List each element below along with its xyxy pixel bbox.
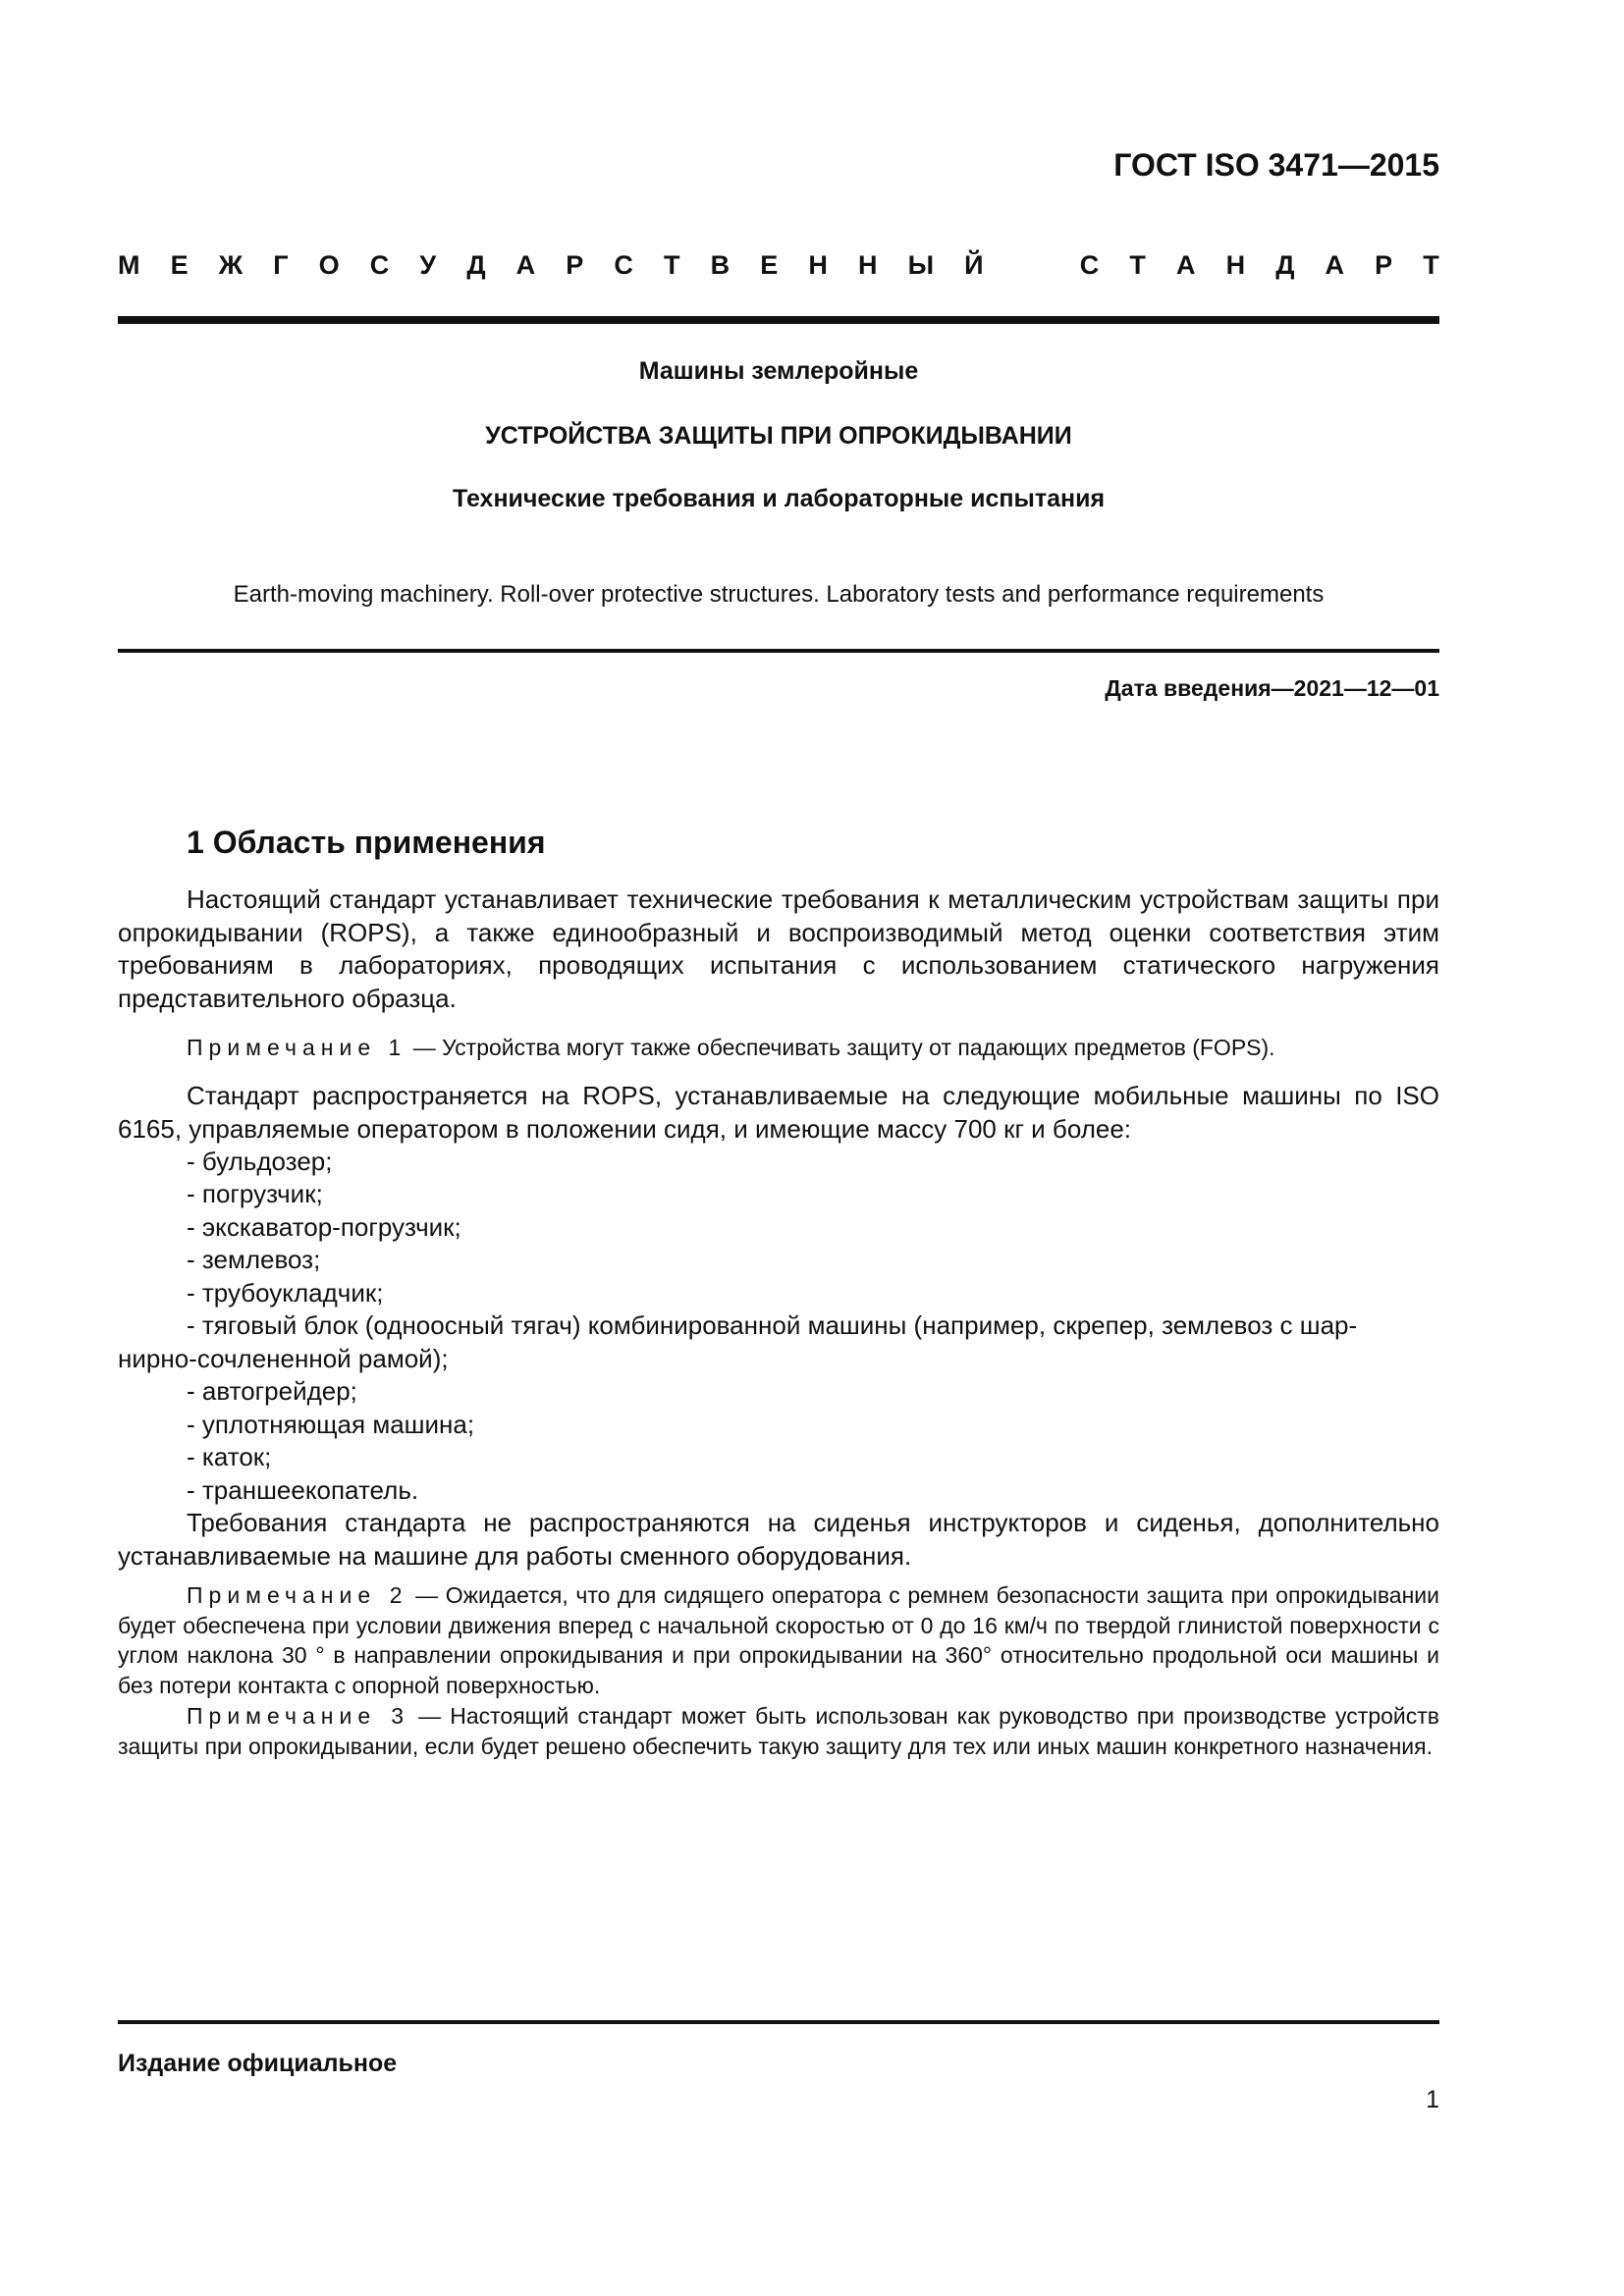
note-3-text: — Настоящий стандарт может быть использован как руководство при производстве устройств защиты при опрокидывании, если будет решено обеспечить такую защиту для тех или иных машин конкретного назначения.: [118, 1703, 1439, 1759]
header-band-letter: Н: [857, 250, 878, 280]
header-band-letter: А: [1175, 250, 1196, 280]
page-number: 1: [1426, 2086, 1439, 2113]
edition-label: Издание официальное: [118, 2050, 398, 2077]
note-2-text: — Ожидается, что для сидящего оператора с ремнем безопасности защита при опрокидывании будет обеспечена при условии движения вперед с начальной скоростью от 0 до 16 км/ч по твердой глинистой поверхности с углом наклона 30 ° в направлении опрокидывания и при опрокидывании на 360° относительно продольной оси машины и без потери контакта с опорной поверхностью.: [118, 1582, 1439, 1698]
list-item: - бульдозер;: [187, 1147, 333, 1176]
title-line-2: УСТРОЙСТВА ЗАЩИТЫ ПРИ ОПРОКИДЫВАНИИ: [485, 422, 1072, 450]
standard-type-band: [118, 250, 1439, 281]
header-band-letter: У: [419, 250, 437, 280]
list-item: - автогрейдер;: [187, 1376, 357, 1406]
note-1-text: — Устройства могут также обеспечивать защиту от падающих предметов (FOPS).: [406, 1035, 1275, 1060]
header-band-letter: М: [118, 250, 140, 280]
header-band-letter: Р: [566, 250, 584, 280]
header-band-letter: Н: [1225, 250, 1246, 280]
list-item: - тяговый блок (одноосный тягач) комбинированной машины (например, скрепер, землевоз с шар-: [187, 1310, 1358, 1340]
header-band-letter: Д: [466, 250, 486, 280]
english-title: Earth-moving machinery. Roll-over protective structures. Laboratory tests and performance requirements: [233, 581, 1325, 608]
list-item: - траншеекопатель.: [187, 1475, 419, 1505]
note-1: [118, 1033, 1439, 1063]
header-band-letter: Д: [1275, 250, 1295, 280]
paragraph-scope: Настоящий стандарт устанавливает технические требования к металлическим устройствам защиты при опрокидывании (ROPS), а также единообразный и воспроизводимый метод оценки соответствия этим требованиям в лабораториях, проводящих испытания с использованием статического нагружения представительного образца.: [118, 884, 1439, 1013]
header-band-letter: С: [369, 250, 390, 280]
header-band-letter: Г: [273, 250, 289, 280]
header-band-letter: Е: [170, 250, 189, 280]
note-3: [118, 1701, 1439, 1761]
header-band-letter: Ж: [218, 250, 244, 280]
header-band-letter: Т: [664, 250, 680, 280]
header-band-letter: Т: [1129, 250, 1146, 280]
introduction-date: Дата введения—2021—12—01: [1105, 675, 1439, 701]
note-3-label: Примечание 3: [187, 1703, 410, 1729]
list-item: - экскаватор-погрузчик;: [187, 1212, 461, 1242]
header-band-letter: Р: [1375, 250, 1393, 280]
paragraph-applicability: Стандарт распространяется на ROPS, устанавливаемые на следующие мобильные машины по ISO 6165, управляемые оператором в положении сидя, и имеющие массу 700 кг и более:: [118, 1081, 1439, 1144]
list-item-continuation: нирно-сочлененной рамой);: [118, 1344, 449, 1373]
footer-divider: [118, 2020, 1439, 2024]
title-line-1: Машины землеройные: [638, 357, 919, 385]
title-divider: [118, 649, 1439, 653]
header-band-letter: О: [318, 250, 340, 280]
note-2: [118, 1580, 1439, 1700]
list-item: - каток;: [187, 1442, 272, 1471]
header-divider: [118, 316, 1439, 324]
note-1-label: Примечание 1: [187, 1035, 407, 1060]
list-item: - погрузчик;: [187, 1179, 323, 1208]
document-number: ГОСТ ISO 3471—2015: [1113, 147, 1439, 183]
title-line-3: Технические требования и лабораторные испытания: [452, 485, 1106, 512]
paragraph-exclusions: Требования стандарта не распространяются на сиденья инструкторов и сиденья, дополнительно устанавливаемые на машине для работы сменного оборудования.: [118, 1508, 1439, 1571]
header-band-letter: Н: [808, 250, 828, 280]
header-band-letter: Т: [1423, 250, 1439, 280]
header-band-gap: [1014, 250, 1050, 281]
header-band-letter: Ы: [907, 250, 935, 280]
list-item: - уплотняющая машина;: [187, 1410, 475, 1439]
header-band-letter: А: [515, 250, 536, 280]
list-item: - трубоукладчик;: [187, 1278, 384, 1308]
header-band-letter: С: [1079, 250, 1100, 280]
note-2-label: Примечание 2: [187, 1582, 408, 1608]
header-band-letter: В: [710, 250, 731, 280]
section-heading: 1 Область применения: [187, 825, 546, 860]
header-band-letter: Е: [760, 250, 779, 280]
header-band-letter: С: [614, 250, 633, 280]
header-band-letter: А: [1325, 250, 1345, 280]
header-band-letter: Й: [964, 250, 984, 280]
list-item: - землевоз;: [187, 1245, 321, 1274]
